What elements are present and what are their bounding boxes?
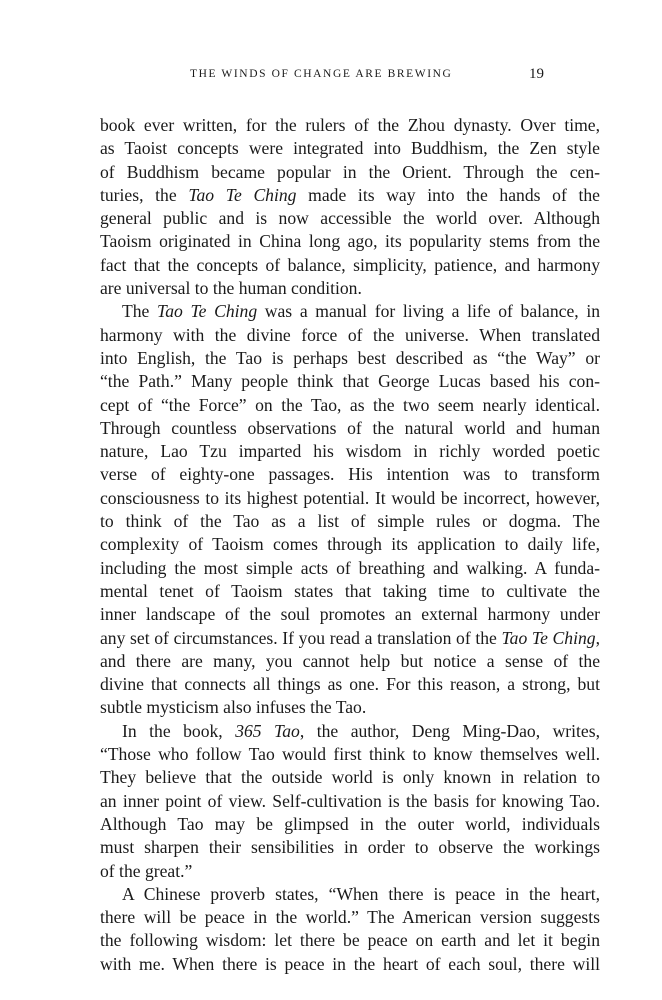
line-text: fact that the concepts of balance, simplicity, patience, and harmony	[100, 254, 600, 275]
text-line	[100, 277, 600, 300]
line-text: The	[122, 301, 158, 322]
text-line	[100, 860, 600, 883]
text-line	[100, 836, 600, 859]
line-text: to think of the Tao as a list of simple rules or dogma. The	[100, 511, 600, 532]
line-text: including the most simple acts of breathing and walking. A funda-	[100, 557, 600, 578]
text-line	[100, 347, 600, 370]
italic-title-text: Tao Te Ching	[501, 627, 596, 648]
text-line	[100, 137, 600, 160]
text-line	[100, 324, 600, 347]
text-line	[100, 254, 600, 277]
text-line	[100, 370, 600, 393]
line-text: consciousness to its highest potential. It would be incorrect, however,	[100, 487, 600, 508]
running-head	[100, 66, 544, 86]
line-text: ,	[595, 627, 600, 648]
line-text: harmony with the divine force of the universe. When translated	[100, 324, 600, 345]
line-text: subtle mysticism also infuses the Tao.	[100, 697, 367, 718]
line-text: of the great.”	[100, 860, 193, 881]
text-line	[100, 883, 600, 906]
text-line	[100, 650, 600, 673]
text-line	[100, 230, 600, 253]
line-text: They believe that the outside world is only known in relation to	[100, 767, 600, 788]
line-text: book ever written, for the rulers of the Zhou dynasty. Over time,	[100, 115, 600, 135]
text-line	[100, 533, 600, 556]
line-text: was a manual for living a life of balance, in	[257, 301, 600, 322]
text-line	[100, 207, 600, 230]
text-line	[100, 696, 600, 719]
line-text: , the author, Deng Ming-Dao, writes,	[299, 720, 600, 741]
text-line	[100, 743, 600, 766]
page-number: 19	[529, 66, 544, 82]
text-line	[100, 440, 600, 463]
text-line	[100, 766, 600, 789]
line-text: as Taoist concepts were integrated into Buddhism, the Zen style	[100, 138, 600, 159]
line-text: Taoism originated in China long ago, its popularity stems from the	[100, 231, 600, 252]
line-text: inner landscape of the soul promotes an external harmony under	[100, 604, 600, 625]
text-line	[100, 790, 600, 813]
text-line	[100, 906, 600, 929]
text-line	[100, 580, 600, 603]
text-line	[100, 300, 600, 323]
line-text: any set of circumstances. If you read a translation of the	[100, 627, 502, 648]
text-line	[100, 720, 600, 743]
line-text: made its way into the hands of the	[296, 184, 600, 205]
text-line	[100, 953, 600, 976]
text-line	[100, 463, 600, 486]
text-line	[100, 557, 600, 580]
line-text: general public and is now accessible the world over. Although	[100, 208, 600, 229]
italic-title-text: Tao Te Ching	[188, 184, 297, 205]
text-line	[100, 673, 600, 696]
text-line	[100, 161, 600, 184]
text-line	[100, 487, 600, 510]
line-text: divine that connects all things as one. For this reason, a strong, but	[100, 674, 600, 695]
line-text: In the book,	[122, 720, 236, 741]
line-text: the following wisdom: let there be peace on earth and let it begin	[100, 930, 600, 951]
line-text: A Chinese proverb states, “When there is peace in the heart,	[122, 883, 600, 904]
line-text: with me. When there is peace in the heart of each soul, there will	[100, 953, 600, 974]
line-text: mental tenet of Taoism states that taking time to cultivate the	[100, 580, 600, 601]
text-line	[100, 813, 600, 836]
line-text: cept of “the Force” on the Tao, as the two seem nearly identical.	[100, 394, 600, 415]
line-text: complexity of Taoism comes through its application to daily life,	[100, 534, 600, 555]
line-text: Through countless observations of the natural world and human	[100, 417, 600, 438]
line-text: “the Path.” Many people think that George Lucas based his con-	[100, 371, 600, 392]
line-text: of Buddhism became popular in the Orient. Through the cen-	[100, 161, 600, 182]
line-text: turies, the	[100, 184, 189, 205]
italic-title-text: 365 Tao	[235, 720, 300, 741]
body-text	[100, 114, 600, 976]
line-text: an inner point of view. Self-cultivation is the basis for knowing Tao.	[100, 790, 600, 811]
text-line	[100, 394, 600, 417]
line-text: verse of eighty-one passages. His intention was to transform	[100, 464, 600, 485]
line-text: Although Tao may be glimpsed in the outer world, individuals	[100, 813, 600, 834]
text-line	[100, 417, 600, 440]
text-line	[100, 929, 600, 952]
line-text: and there are many, you cannot help but notice a sense of the	[100, 650, 600, 671]
line-text: there will be peace in the world.” The American version suggests	[100, 907, 600, 928]
line-text: are universal to the human condition.	[100, 278, 362, 299]
text-line	[100, 627, 600, 650]
text-line	[100, 510, 600, 533]
italic-title-text: Tao Te Ching	[157, 301, 258, 322]
text-line	[100, 114, 600, 137]
text-line	[100, 603, 600, 626]
line-text: “Those who follow Tao would first think to know themselves well.	[100, 744, 600, 765]
line-text: must sharpen their sensibilities in order to observe the workings	[100, 837, 600, 858]
text-line	[100, 184, 600, 207]
running-title: THE WINDS OF CHANGE ARE BREWING	[190, 68, 453, 80]
line-text: nature, Lao Tzu imparted his wisdom in richly worded poetic	[100, 441, 600, 462]
line-text: into English, the Tao is perhaps best described as “the Way” or	[100, 347, 600, 368]
